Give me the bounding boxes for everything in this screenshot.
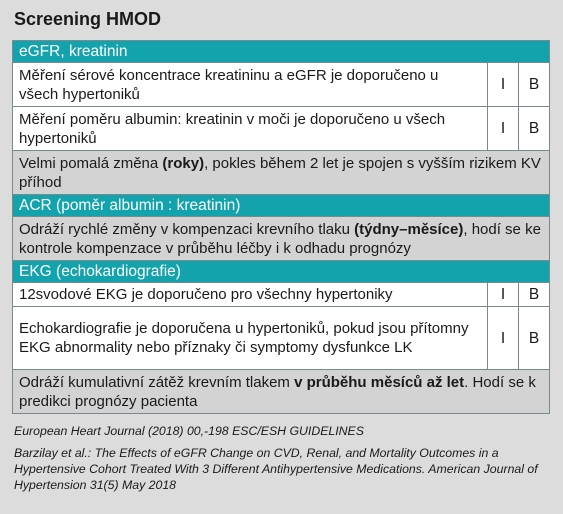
note-emphasis: (roky) xyxy=(162,155,205,172)
recommendations-table xyxy=(12,40,550,414)
section-note-acr xyxy=(13,217,550,261)
evidence-level: B xyxy=(519,107,550,151)
note-text-start: Velmi pomalá změna xyxy=(19,155,163,172)
section-header-ekg xyxy=(13,261,550,283)
note-text xyxy=(13,217,550,261)
recommendation-text: Měření sérové koncentrace kreatininu a eGFR je doporučeno u všech hypertoniků xyxy=(13,63,488,107)
section-note-ekg xyxy=(13,370,550,414)
section-title: ACR (poměr albumin : kreatinin) xyxy=(13,195,550,217)
evidence-level: B xyxy=(519,63,550,107)
note-text-start: Odráží kumulativní zátěž krevním tlakem xyxy=(19,374,295,391)
reference-1: European Heart Journal (2018) 00,-198 ESC/ESH GUIDELINES xyxy=(14,424,364,438)
recommendation-row xyxy=(13,283,550,307)
section-title: EKG (echokardiografie) xyxy=(13,261,550,283)
evidence-level: B xyxy=(519,307,550,370)
section-header-egfr xyxy=(13,41,550,63)
recommendation-row xyxy=(13,63,550,107)
recommendation-class: I xyxy=(488,307,519,370)
recommendation-class: I xyxy=(488,63,519,107)
note-emphasis: (týdny–měsíce) xyxy=(354,221,464,238)
reference-2: Barzilay et al.: The Effects of eGFR Change on CVD, Renal, and Mortality Outcomes in a Hypertensive Cohort Treated With 3 Different Antihypertensive Medications. American Journal of Hypertension 31(5) May 2018 xyxy=(14,446,538,492)
page-title: Screening HMOD xyxy=(14,9,162,29)
recommendation-text: Měření poměru albumin: kreatinin v moči je doporučeno u všech hypertoniků xyxy=(13,107,488,151)
recommendation-class: I xyxy=(488,107,519,151)
recommendation-text: 12svodové EKG je doporučeno pro všechny hypertoniky xyxy=(13,283,488,307)
recommendation-row xyxy=(13,307,550,370)
recommendation-row xyxy=(13,107,550,151)
section-note-egfr xyxy=(13,151,550,195)
note-text xyxy=(13,370,550,414)
note-text-end: , pokles během 2 let je spojen s vyšším rizikem KV příhod xyxy=(19,155,541,191)
recommendation-class: I xyxy=(488,283,519,307)
note-text-end: , hodí se ke kontrole kompenzace v průběhu léčby i k odhadu prognózy xyxy=(19,221,541,257)
evidence-level: B xyxy=(519,283,550,307)
note-emphasis: v průběhu měsíců až let xyxy=(294,374,465,391)
note-text-start: Odráží rychlé změny v kompenzaci krevního tlaku xyxy=(19,221,355,238)
note-text-end: . Hodí se k predikci prognózy pacienta xyxy=(19,374,536,410)
note-text xyxy=(13,151,550,195)
recommendation-text: Echokardiografie je doporučena u hypertoniků, pokud jsou přítomny EKG abnormality nebo příznaky či symptomy dysfunkce LK xyxy=(13,307,488,370)
section-title: eGFR, kreatinin xyxy=(13,41,550,63)
section-header-acr xyxy=(13,195,550,217)
